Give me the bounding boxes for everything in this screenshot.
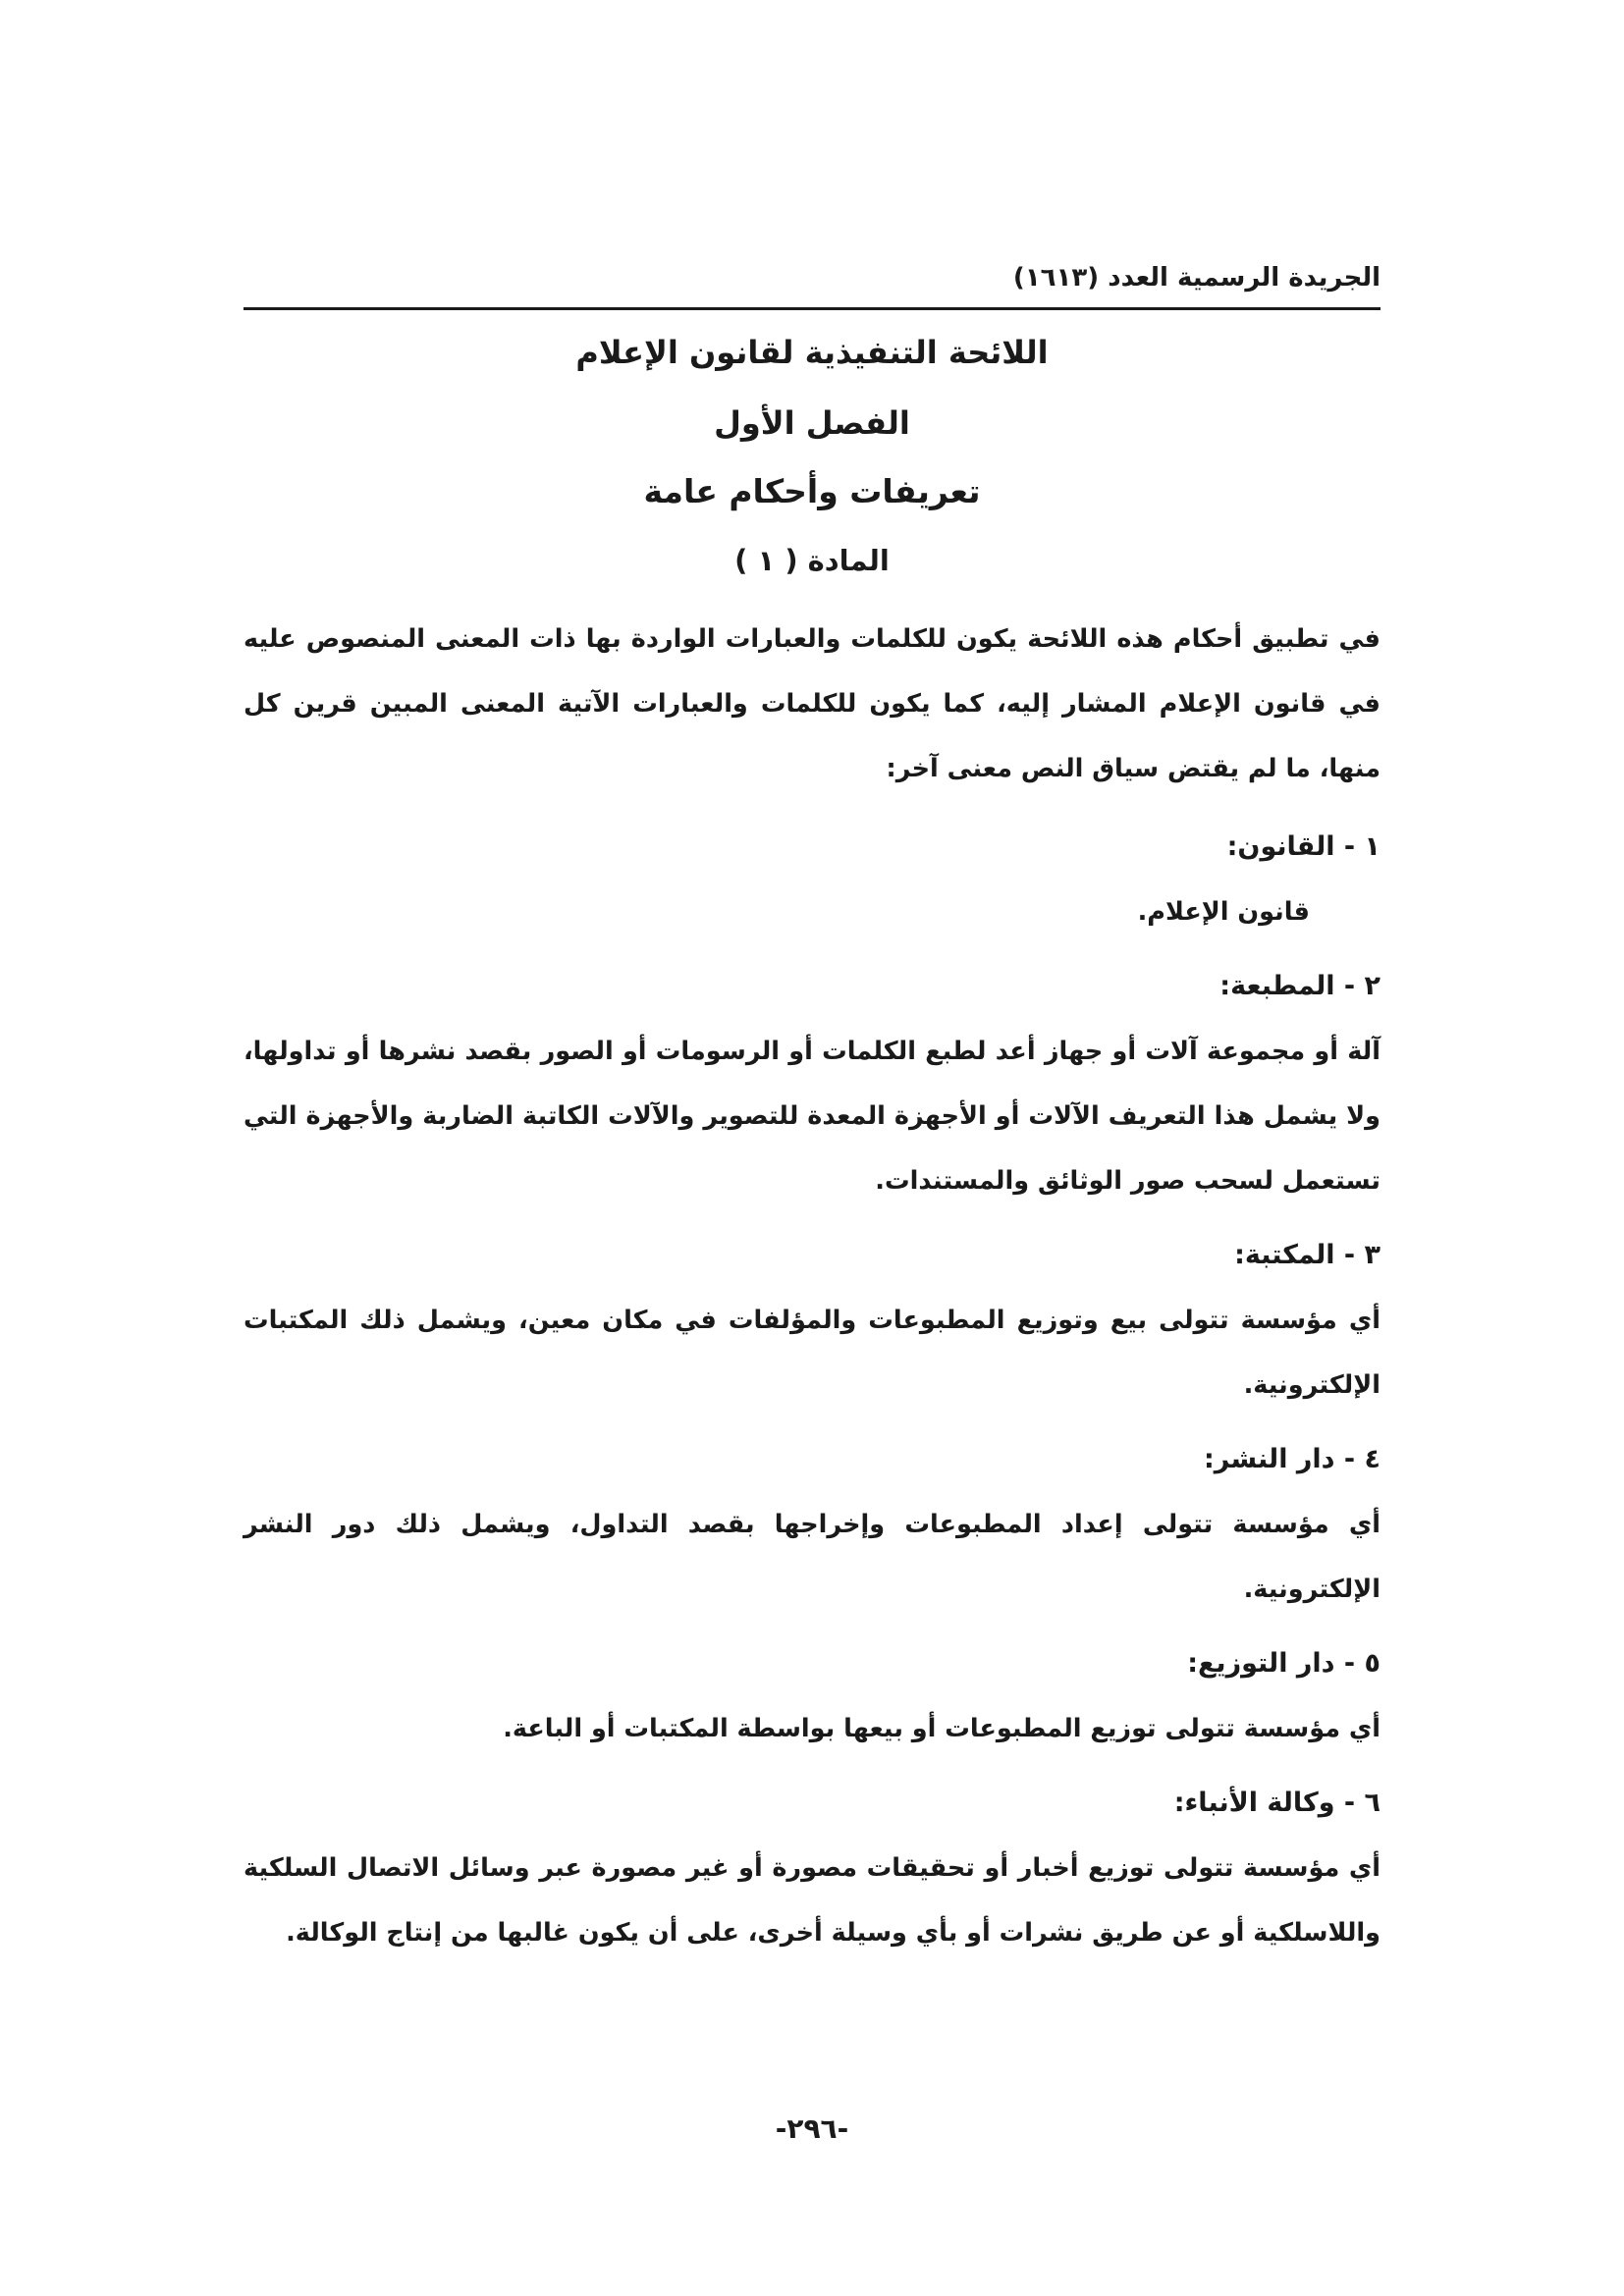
definition-title: ٢ - المطبعة: bbox=[1219, 971, 1380, 1001]
definition-text: أي مؤسسة تتولى بيع وتوزيع المطبوعات والمؤلفات في مكان معين، ويشمل ذلك المكتبات الإلكترونية. bbox=[244, 1306, 1380, 1400]
page-number: -٢٩٦- bbox=[775, 2112, 849, 2145]
document-title: اللائحة التنفيذية لقانون الإعلام bbox=[575, 334, 1049, 371]
definition-item bbox=[244, 1771, 1380, 1965]
intro-paragraph: في تطبيق أحكام هذه اللائحة يكون للكلمات والعبارات الواردة بها ذات المعنى المنصوص عليه في قانون الإعلام المشار إليه، كما يكون للكلمات والعبارات الآتية المعنى المبين قرين كل منها، ما لم يقتض سياق النص معنى آخر: bbox=[244, 624, 1380, 783]
definition-title: ٥ - دار التوزيع: bbox=[1187, 1648, 1380, 1679]
definition-title: ٣ - المكتبة: bbox=[1234, 1240, 1380, 1270]
definition-text: أي مؤسسة تتولى توزيع المطبوعات أو بيعها بواسطة المكتبات أو الباعة. bbox=[503, 1714, 1380, 1743]
definition-text: أي مؤسسة تتولى إعداد المطبوعات وإخراجها بقصد التداول، ويشمل ذلك دور النشر الإلكترونية. bbox=[244, 1510, 1380, 1604]
definition-title: ١ - القانون: bbox=[1226, 831, 1380, 862]
definition-item bbox=[244, 1631, 1380, 1761]
definition-title: ٤ - دار النشر: bbox=[1203, 1444, 1380, 1474]
chapter-heading: الفصل الأول bbox=[714, 404, 910, 442]
definition-text: أي مؤسسة تتولى توزيع أخبار أو تحقيقات مصورة أو غير مصورة عبر وسائل الاتصال السلكية واللاسلكية أو عن طريق نشرات أو بأي وسيلة أخرى، على أن يكون غالبها من إنتاج الوكالة. bbox=[244, 1853, 1380, 1948]
definition-text: قانون الإعلام. bbox=[1137, 897, 1310, 927]
headings-block bbox=[244, 324, 1380, 589]
definition-text: آلة أو مجموعة آلات أو جهاز أعد لطبع الكلمات أو الرسومات أو الصور بقصد نشرها أو تداولها، ولا يشمل هذا التعريف الآلات أو الأجهزة المعدة للتصوير والآلات الكاتبة الضاربة والأجهزة التي تستعمل لسحب صور الوثائق والمستندات. bbox=[244, 1037, 1380, 1196]
article-body bbox=[244, 607, 1380, 1975]
definition-item bbox=[244, 954, 1380, 1213]
chapter-subtitle: تعريفات وأحكام عامة bbox=[643, 472, 981, 510]
running-header: الجريدة الرسمية العدد (١٦١٣) bbox=[1012, 263, 1380, 293]
header-divider bbox=[244, 307, 1380, 310]
definition-item bbox=[244, 815, 1380, 944]
definition-item bbox=[244, 1223, 1380, 1417]
definition-item bbox=[244, 1427, 1380, 1622]
article-heading: المادة ( ١ ) bbox=[734, 544, 890, 577]
definition-title: ٦ - وكالة الأنباء: bbox=[1173, 1788, 1380, 1818]
